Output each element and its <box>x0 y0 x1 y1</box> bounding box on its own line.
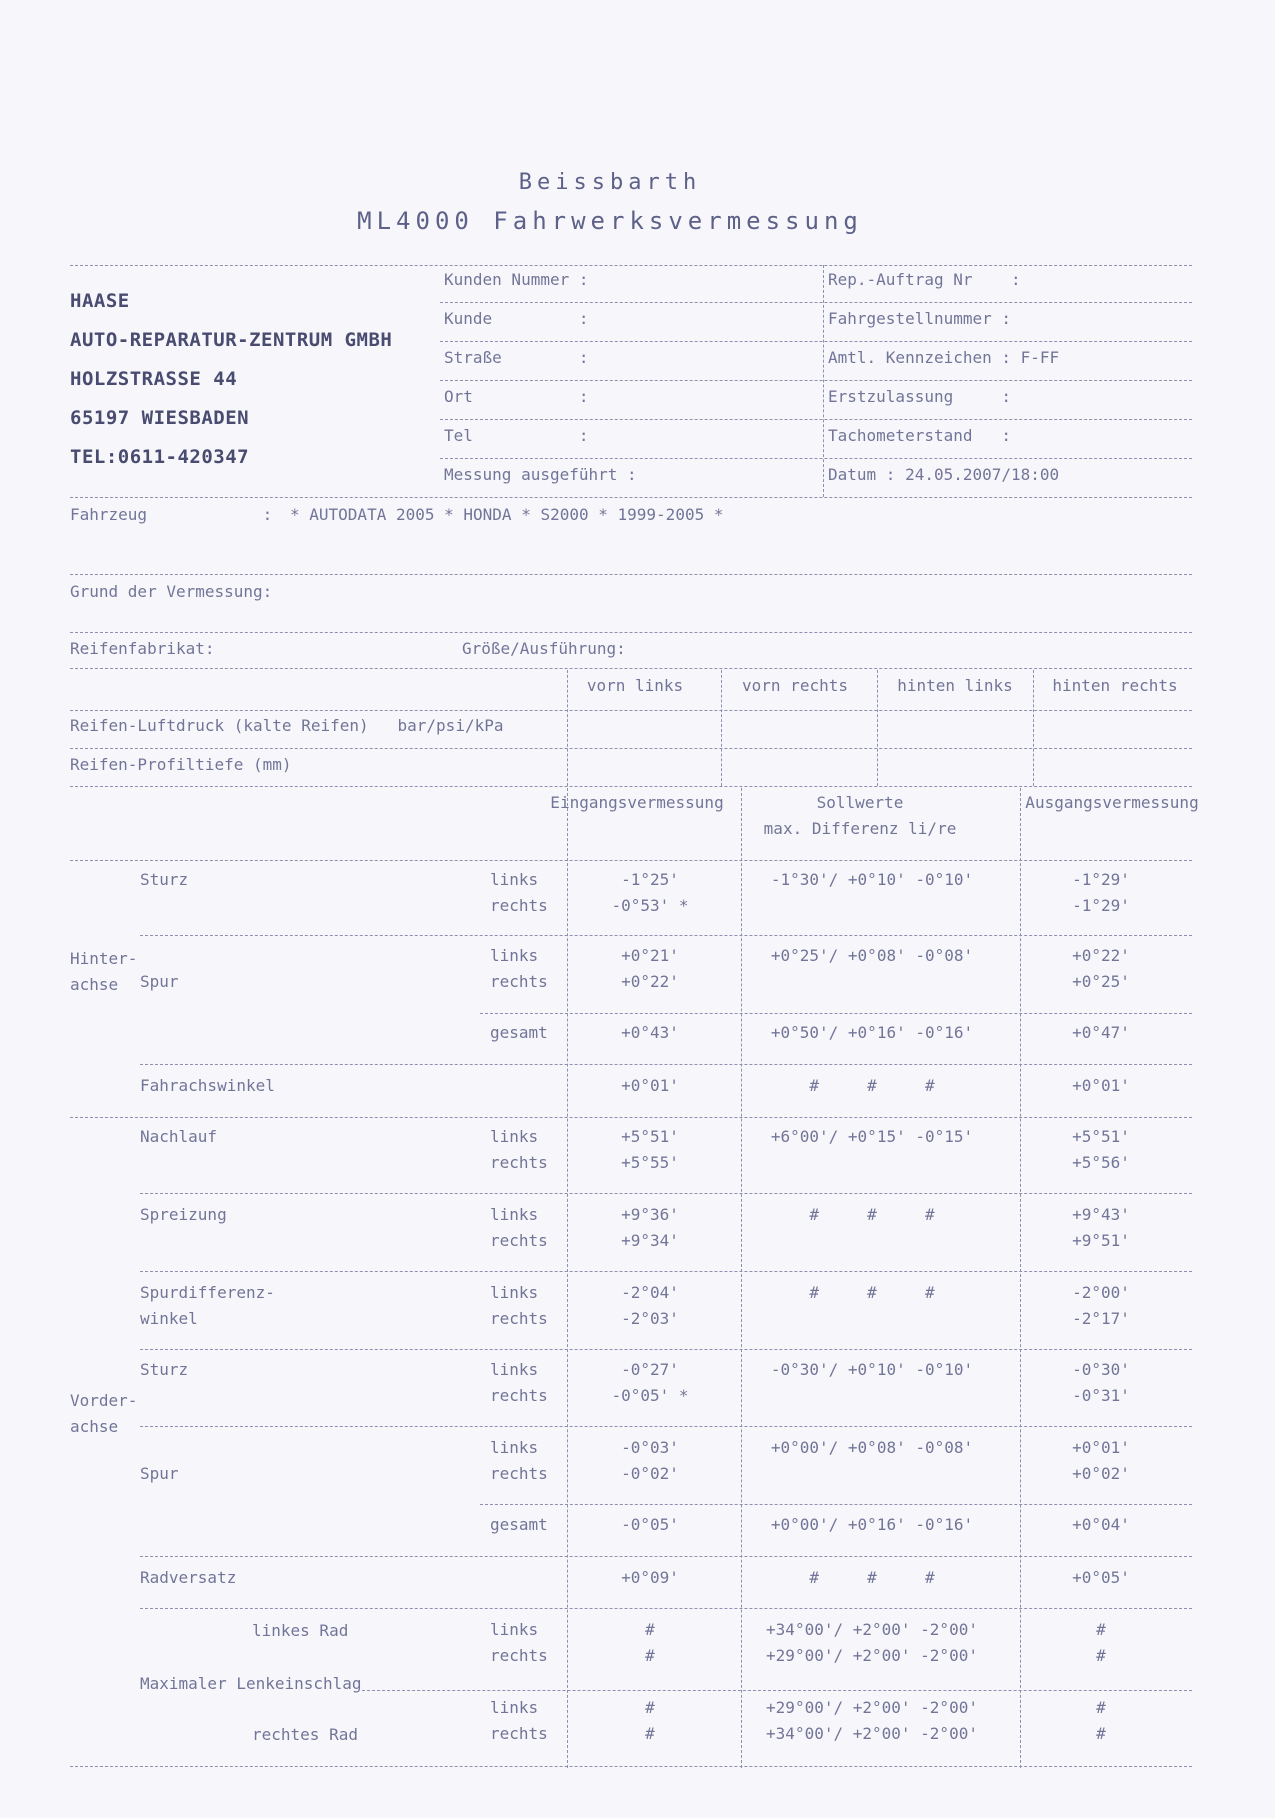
incoming-value: +9°34' <box>621 1231 679 1250</box>
right-wheel-label: rechtes Rad <box>252 1725 358 1744</box>
incoming-value: -2°03' <box>621 1309 679 1328</box>
divider <box>140 1271 1192 1272</box>
outgoing-value: +0°47' <box>1072 1023 1130 1042</box>
outgoing-value: +0°25' <box>1072 972 1130 991</box>
divider <box>1033 670 1034 786</box>
company-city: 65197 WIESBADEN <box>70 407 250 429</box>
measurement-label: Spreizung <box>140 1205 227 1224</box>
target-value: # # # <box>809 1568 935 1587</box>
incoming-value: -1°25' <box>621 870 679 889</box>
side-label: links <box>490 1438 539 1457</box>
customer-label: Kunde : <box>444 309 589 328</box>
divider <box>70 632 1192 633</box>
side-label: rechts <box>490 1153 548 1172</box>
street-label: Straße : <box>444 348 589 367</box>
outgoing-value: # <box>1096 1620 1106 1639</box>
odometer-label: Tachometerstand : <box>828 426 1012 445</box>
divider <box>140 1349 1192 1350</box>
company-phone: TEL:0611-420347 <box>70 446 250 468</box>
front-left-header: vorn links <box>586 676 684 695</box>
divider <box>721 670 722 786</box>
side-label: rechts <box>490 1464 548 1483</box>
outgoing-value: +0°22' <box>1072 946 1130 965</box>
incoming-measurement-header: Eingangsvermessung <box>550 793 724 812</box>
tire-depth-label: Reifen-Profiltiefe (mm) <box>70 755 292 774</box>
incoming-value: +0°43' <box>621 1023 679 1042</box>
measurement-label: Nachlauf <box>140 1127 218 1146</box>
divider <box>70 1117 1192 1118</box>
side-label: rechts <box>490 896 548 915</box>
target-value: +0°00'/ +0°16' -0°16' <box>770 1515 974 1534</box>
front-right-header: vorn rechts <box>742 676 848 695</box>
divider <box>140 1193 1192 1194</box>
target-value: +0°00'/ +0°08' -0°08' <box>770 1438 974 1457</box>
incoming-value: -0°05' <box>621 1515 679 1534</box>
customer-number-label: Kunden Nummer : <box>444 270 589 289</box>
target-value: +6°00'/ +0°15' -0°15' <box>770 1127 974 1146</box>
divider <box>480 1504 1192 1505</box>
front-axle-label: Vorder- <box>70 1391 138 1410</box>
rear-axle-label-2: achse <box>70 975 119 994</box>
measurement-label: Radversatz <box>140 1568 237 1587</box>
divider <box>567 670 568 786</box>
phone-label: Tel : <box>444 426 589 445</box>
divider <box>140 1064 1192 1065</box>
tire-brand-label: Reifenfabrikat: <box>70 639 215 658</box>
incoming-value: +0°22' <box>621 972 679 991</box>
incoming-value: -0°53' * <box>611 896 689 915</box>
side-label: gesamt <box>490 1023 548 1042</box>
incoming-value: # <box>645 1698 655 1717</box>
target-value: -1°30'/ +0°10' -0°10' <box>770 870 974 889</box>
divider <box>70 860 1192 861</box>
side-label: links <box>490 1620 539 1639</box>
target-value: +0°25'/ +0°08' -0°08' <box>770 946 974 965</box>
side-label: rechts <box>490 1646 548 1665</box>
outgoing-value: # <box>1096 1646 1106 1665</box>
outgoing-value: -2°17' <box>1072 1309 1130 1328</box>
target-value: # # # <box>809 1076 935 1095</box>
target-value: +29°00'/ +2°00' -2°00' <box>766 1646 978 1665</box>
tire-pressure-label: Reifen-Luftdruck (kalte Reifen) bar/psi/kPa <box>70 716 504 735</box>
outgoing-value: +5°56' <box>1072 1153 1130 1172</box>
rear-left-header: hinten links <box>897 676 1013 695</box>
incoming-value: -0°05' * <box>611 1386 689 1405</box>
divider <box>70 786 1192 787</box>
measurement-label: Spur <box>140 972 179 991</box>
incoming-value: -2°04' <box>621 1283 679 1302</box>
target-value: # # # <box>809 1205 935 1224</box>
target-value: +0°50'/ +0°16' -0°16' <box>770 1023 974 1042</box>
divider <box>140 1608 1192 1609</box>
rear-axle-label: Hinter- <box>70 949 138 968</box>
target-value: +29°00'/ +2°00' -2°00' <box>766 1698 978 1717</box>
outgoing-value: -1°29' <box>1072 870 1130 889</box>
target-values-header: Sollwerte <box>816 793 904 812</box>
rear-right-header: hinten rechts <box>1052 676 1178 695</box>
company-street: HOLZSTRASSE 44 <box>70 368 238 390</box>
incoming-value: # <box>645 1724 655 1743</box>
outgoing-value: +0°01' <box>1072 1438 1130 1457</box>
incoming-value: # <box>645 1620 655 1639</box>
outgoing-value: -0°31' <box>1072 1386 1130 1405</box>
performed-by-label: Messung ausgeführt : <box>444 465 637 484</box>
target-value: -0°30'/ +0°10' -0°10' <box>770 1360 974 1379</box>
outgoing-value: # <box>1096 1698 1106 1717</box>
incoming-value: -0°27' <box>621 1360 679 1379</box>
measurement-label: Spurdifferenz- <box>140 1283 275 1302</box>
divider <box>70 265 1192 266</box>
incoming-value: +0°09' <box>621 1568 679 1587</box>
vin-label: Fahrgestellnummer : <box>828 309 1012 328</box>
incoming-value: -0°02' <box>621 1464 679 1483</box>
divider <box>70 574 1192 575</box>
incoming-value: +9°36' <box>621 1205 679 1224</box>
side-label: links <box>490 1360 539 1379</box>
divider <box>70 748 1192 749</box>
measurement-label: winkel <box>140 1309 198 1328</box>
document-title: ML4000 Fahrwerksvermessung <box>357 207 863 235</box>
outgoing-value: # <box>1096 1724 1106 1743</box>
outgoing-value: -1°29' <box>1072 896 1130 915</box>
outgoing-value: +9°43' <box>1072 1205 1130 1224</box>
outgoing-value: +5°51' <box>1072 1127 1130 1146</box>
incoming-value: # <box>645 1646 655 1665</box>
target-values-subheader: max. Differenz li/re <box>763 819 957 838</box>
side-label: rechts <box>490 1309 548 1328</box>
measurement-label: Fahrachswinkel <box>140 1076 275 1095</box>
outgoing-value: +0°02' <box>1072 1464 1130 1483</box>
max-steering-label: Maximaler Lenkeinschlag <box>140 1674 362 1693</box>
outgoing-value: -0°30' <box>1072 1360 1130 1379</box>
outgoing-value: +0°05' <box>1072 1568 1130 1587</box>
divider <box>140 1426 1192 1427</box>
divider <box>823 265 824 497</box>
divider <box>140 1556 1192 1557</box>
side-label: rechts <box>490 1231 548 1250</box>
side-label: links <box>490 1205 539 1224</box>
divider <box>480 1013 1192 1014</box>
license-plate-label: Amtl. Kennzeichen : F-FF <box>828 348 1060 367</box>
vehicle-value: * AUTODATA 2005 * HONDA * S2000 * 1999-2005 * <box>290 505 724 524</box>
side-label: links <box>490 1283 539 1302</box>
incoming-value: +0°01' <box>621 1076 679 1095</box>
side-label: rechts <box>490 972 548 991</box>
front-axle-label-2: achse <box>70 1417 119 1436</box>
target-value: # # # <box>809 1283 935 1302</box>
tire-size-label: Größe/Ausführung: <box>462 639 626 658</box>
divider <box>440 458 1192 459</box>
measurement-label: Sturz <box>140 870 189 889</box>
reason-label: Grund der Vermessung: <box>70 582 273 601</box>
outgoing-value: +0°04' <box>1072 1515 1130 1534</box>
side-label: links <box>490 1698 539 1717</box>
divider <box>440 302 1192 303</box>
outgoing-value: -2°00' <box>1072 1283 1130 1302</box>
side-label: gesamt <box>490 1515 548 1534</box>
target-value: +34°00'/ +2°00' -2°00' <box>766 1620 978 1639</box>
incoming-value: +5°51' <box>621 1127 679 1146</box>
divider <box>70 668 1192 669</box>
incoming-value: -0°03' <box>621 1438 679 1457</box>
repair-order-label: Rep.-Auftrag Nr : <box>828 270 1021 289</box>
divider <box>70 497 1192 498</box>
side-label: links <box>490 870 539 889</box>
first-registration-label: Erstzulassung : <box>828 387 1012 406</box>
side-label: rechts <box>490 1724 548 1743</box>
company-line: AUTO-REPARATUR-ZENTRUM GMBH <box>70 329 393 351</box>
divider <box>362 1690 1192 1691</box>
city-label: Ort : <box>444 387 589 406</box>
side-label: links <box>490 946 539 965</box>
target-value: +34°00'/ +2°00' -2°00' <box>766 1724 978 1743</box>
vehicle-label: Fahrzeug : <box>70 505 273 524</box>
divider <box>440 380 1192 381</box>
incoming-value: +5°55' <box>621 1153 679 1172</box>
side-label: links <box>490 1127 539 1146</box>
divider <box>440 341 1192 342</box>
divider <box>70 1766 1192 1767</box>
outgoing-value: +0°01' <box>1072 1076 1130 1095</box>
company-name: HAASE <box>70 290 130 312</box>
side-label: rechts <box>490 1386 548 1405</box>
date-label: Datum : 24.05.2007/18:00 <box>828 465 1060 484</box>
outgoing-value: +9°51' <box>1072 1231 1130 1250</box>
document-title-brand: Beissbarth <box>518 170 702 195</box>
measurement-label: Spur <box>140 1464 179 1483</box>
divider <box>440 419 1192 420</box>
divider <box>70 710 1192 711</box>
incoming-value: +0°21' <box>621 946 679 965</box>
outgoing-measurement-header: Ausgangsvermessung <box>1025 793 1199 812</box>
divider <box>140 935 1192 936</box>
measurement-label: Sturz <box>140 1360 189 1379</box>
left-wheel-label: linkes Rad <box>252 1621 349 1640</box>
divider <box>877 670 878 786</box>
